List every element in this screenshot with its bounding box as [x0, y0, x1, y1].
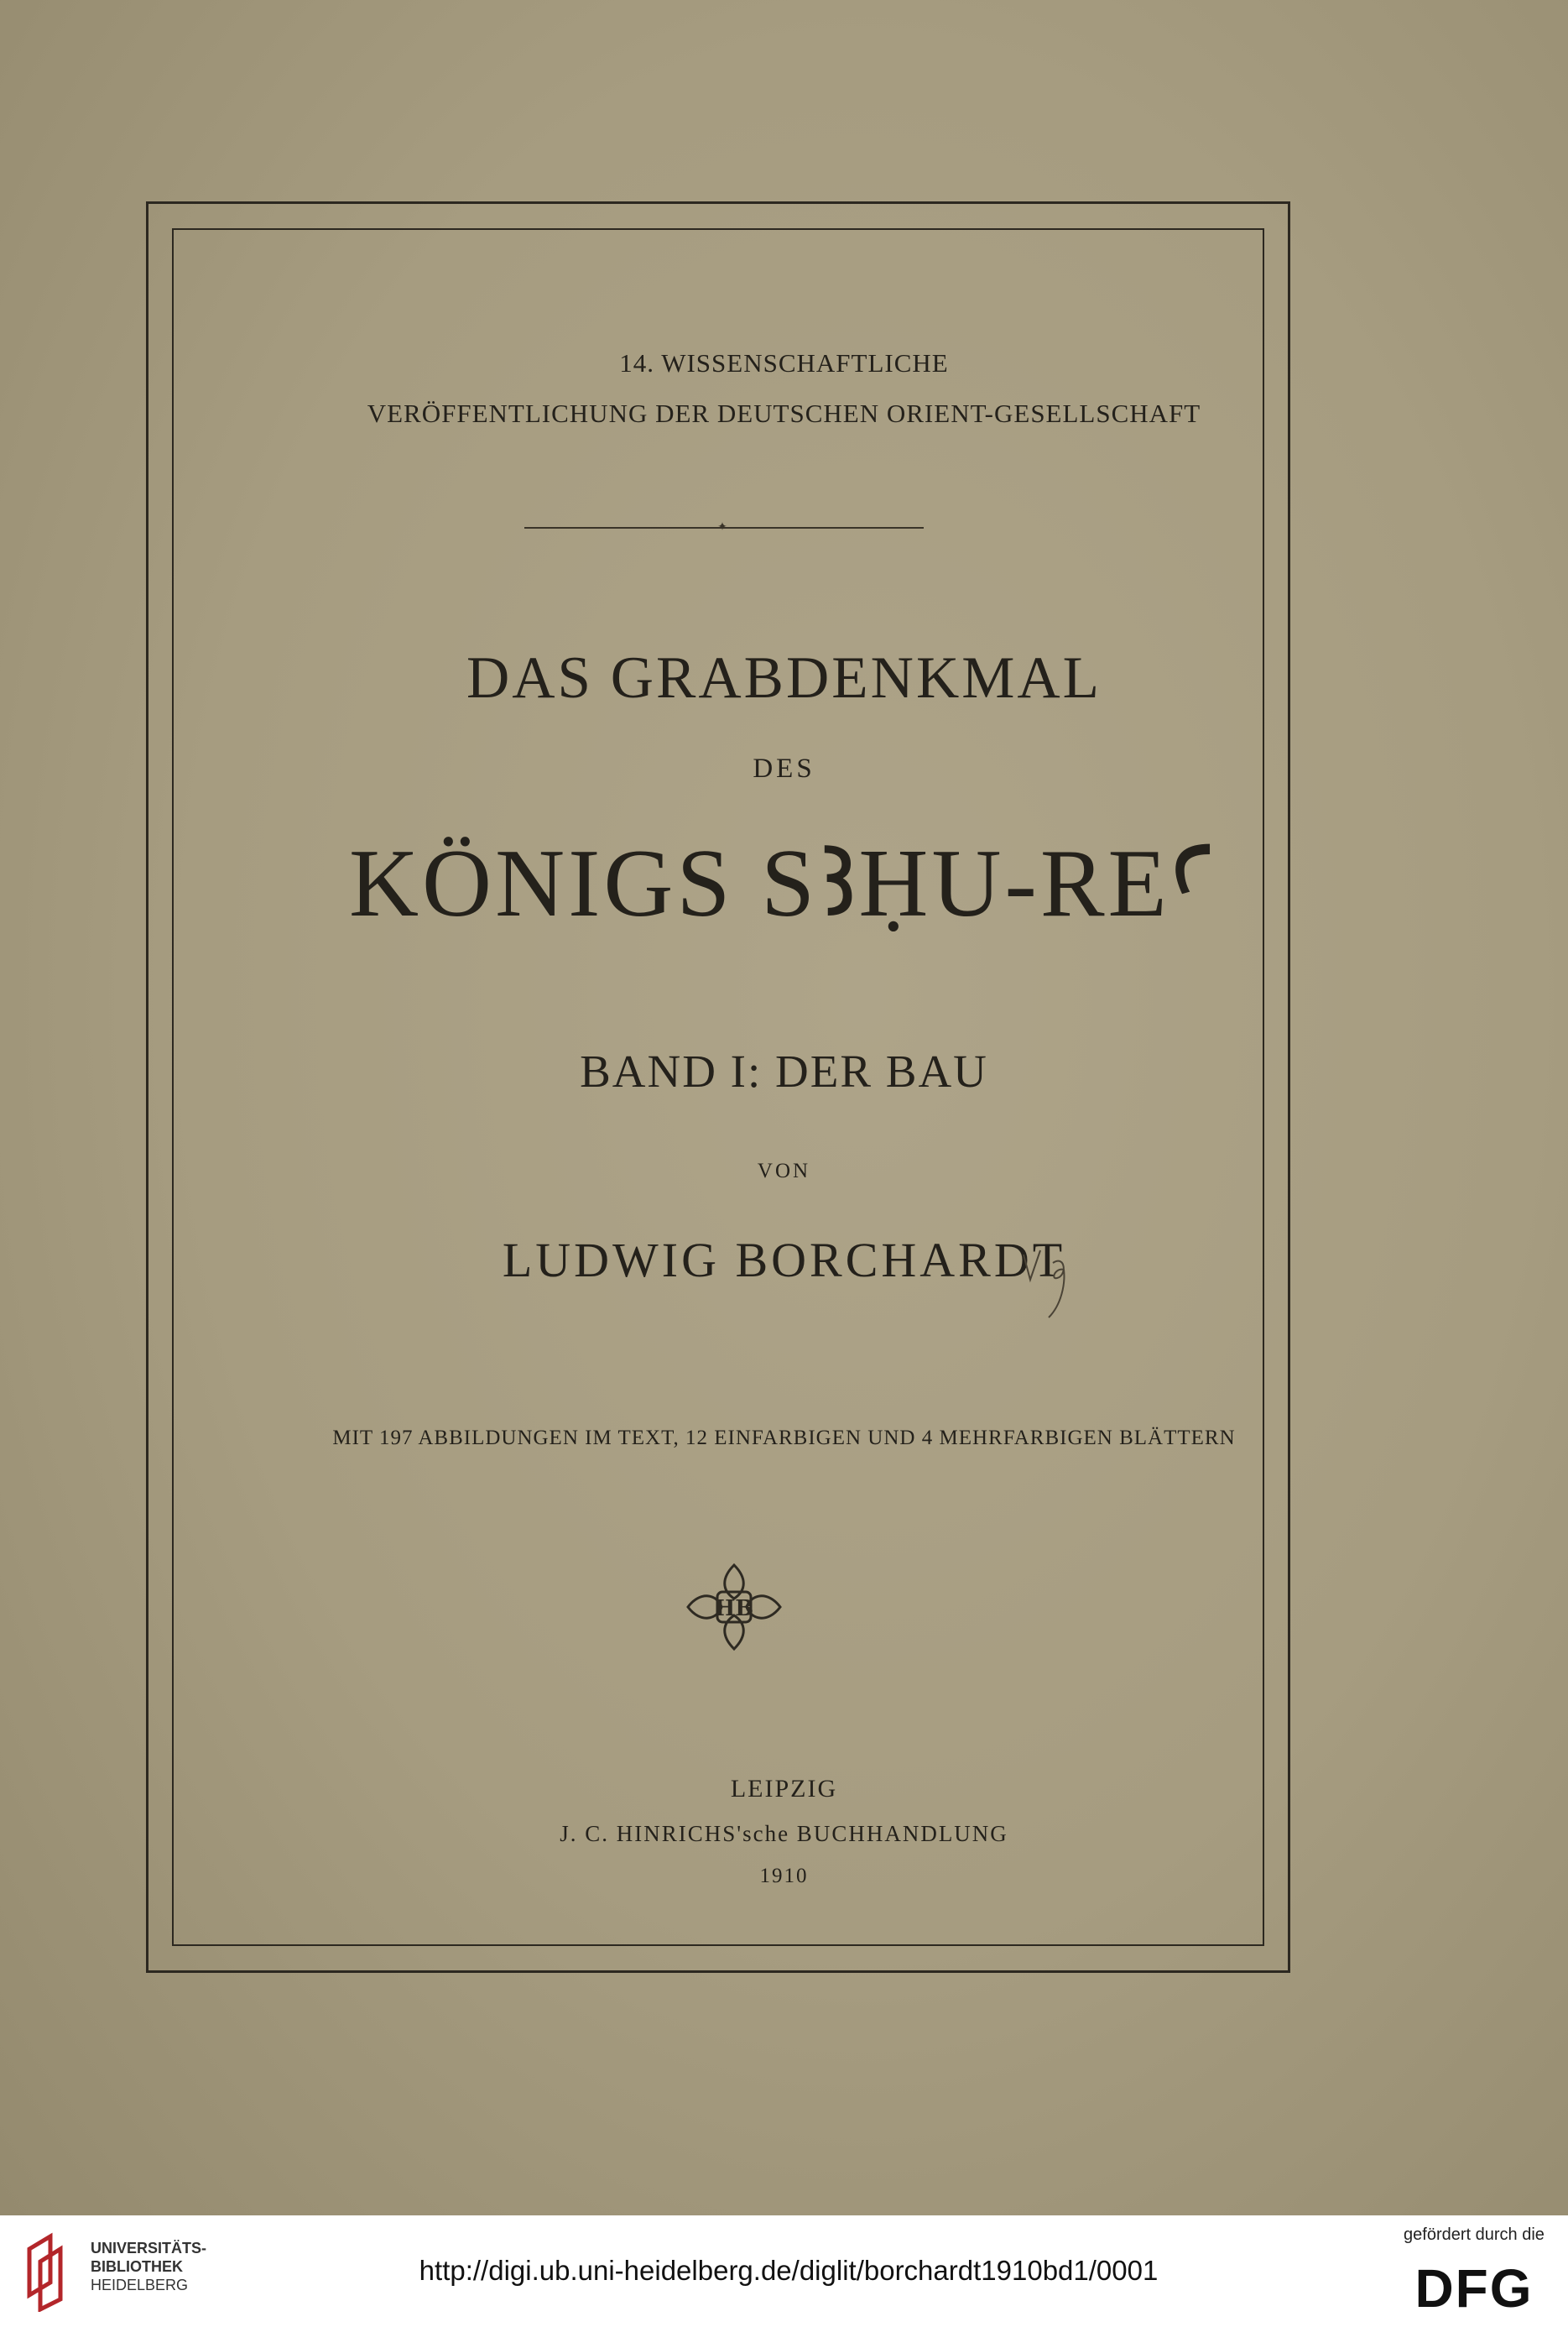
- publication-year: 1910: [759, 1865, 809, 1887]
- library-name-line3: HEIDELBERG: [91, 2277, 189, 2293]
- library-logo-icon: [25, 2232, 67, 2312]
- svg-text:HB: HB: [714, 1596, 754, 1621]
- book-title-line2: KÖNIGS SꜢḤU-REꜤ: [348, 830, 1220, 937]
- book-title-des: DES: [753, 754, 815, 784]
- author-name: LUDWIG BORCHARDT: [502, 1233, 1066, 1287]
- volume-title: BAND I: DER BAU: [580, 1046, 988, 1097]
- library-name-line1: UNIVERSITÄTS-: [91, 2240, 207, 2257]
- publisher-name: J. C. HINRICHS'sche BUCHHANDLUNG: [560, 1821, 1008, 1846]
- handwritten-signature-icon: [1015, 1238, 1091, 1322]
- publication-place: LEIPZIG: [730, 1775, 838, 1803]
- series-title: VERÖFFENTLICHUNG DER DEUTSCHEN ORIENT-GESELLSCHAFT: [367, 399, 1201, 428]
- dfg-logo-icon: DFG: [1414, 2258, 1534, 2319]
- series-number: 14. WISSENSCHAFTLICHE: [619, 348, 949, 378]
- funded-by-label: gefördert durch die: [1404, 2225, 1545, 2244]
- divider-ornament-icon: ✦: [717, 521, 727, 534]
- illustrations-note: MIT 197 ABBILDUNGEN IM TEXT, 12 EINFARBIGEN UND 4 MEHRFARBIGEN BLÄTTERN: [332, 1427, 1236, 1449]
- by-label: VON: [757, 1160, 811, 1182]
- digitization-footer: [0, 2215, 1568, 2327]
- library-name-line2: BIBLIOTHEK: [91, 2258, 183, 2275]
- printer-ornament-icon: [671, 1557, 797, 1657]
- book-title-line1: DAS GRABDENKMAL: [466, 645, 1102, 711]
- library-name: [91, 2239, 206, 2294]
- permalink-url[interactable]: http://digi.ub.uni-heidelberg.de/diglit/borchardt1910bd1/0001: [419, 2255, 1159, 2286]
